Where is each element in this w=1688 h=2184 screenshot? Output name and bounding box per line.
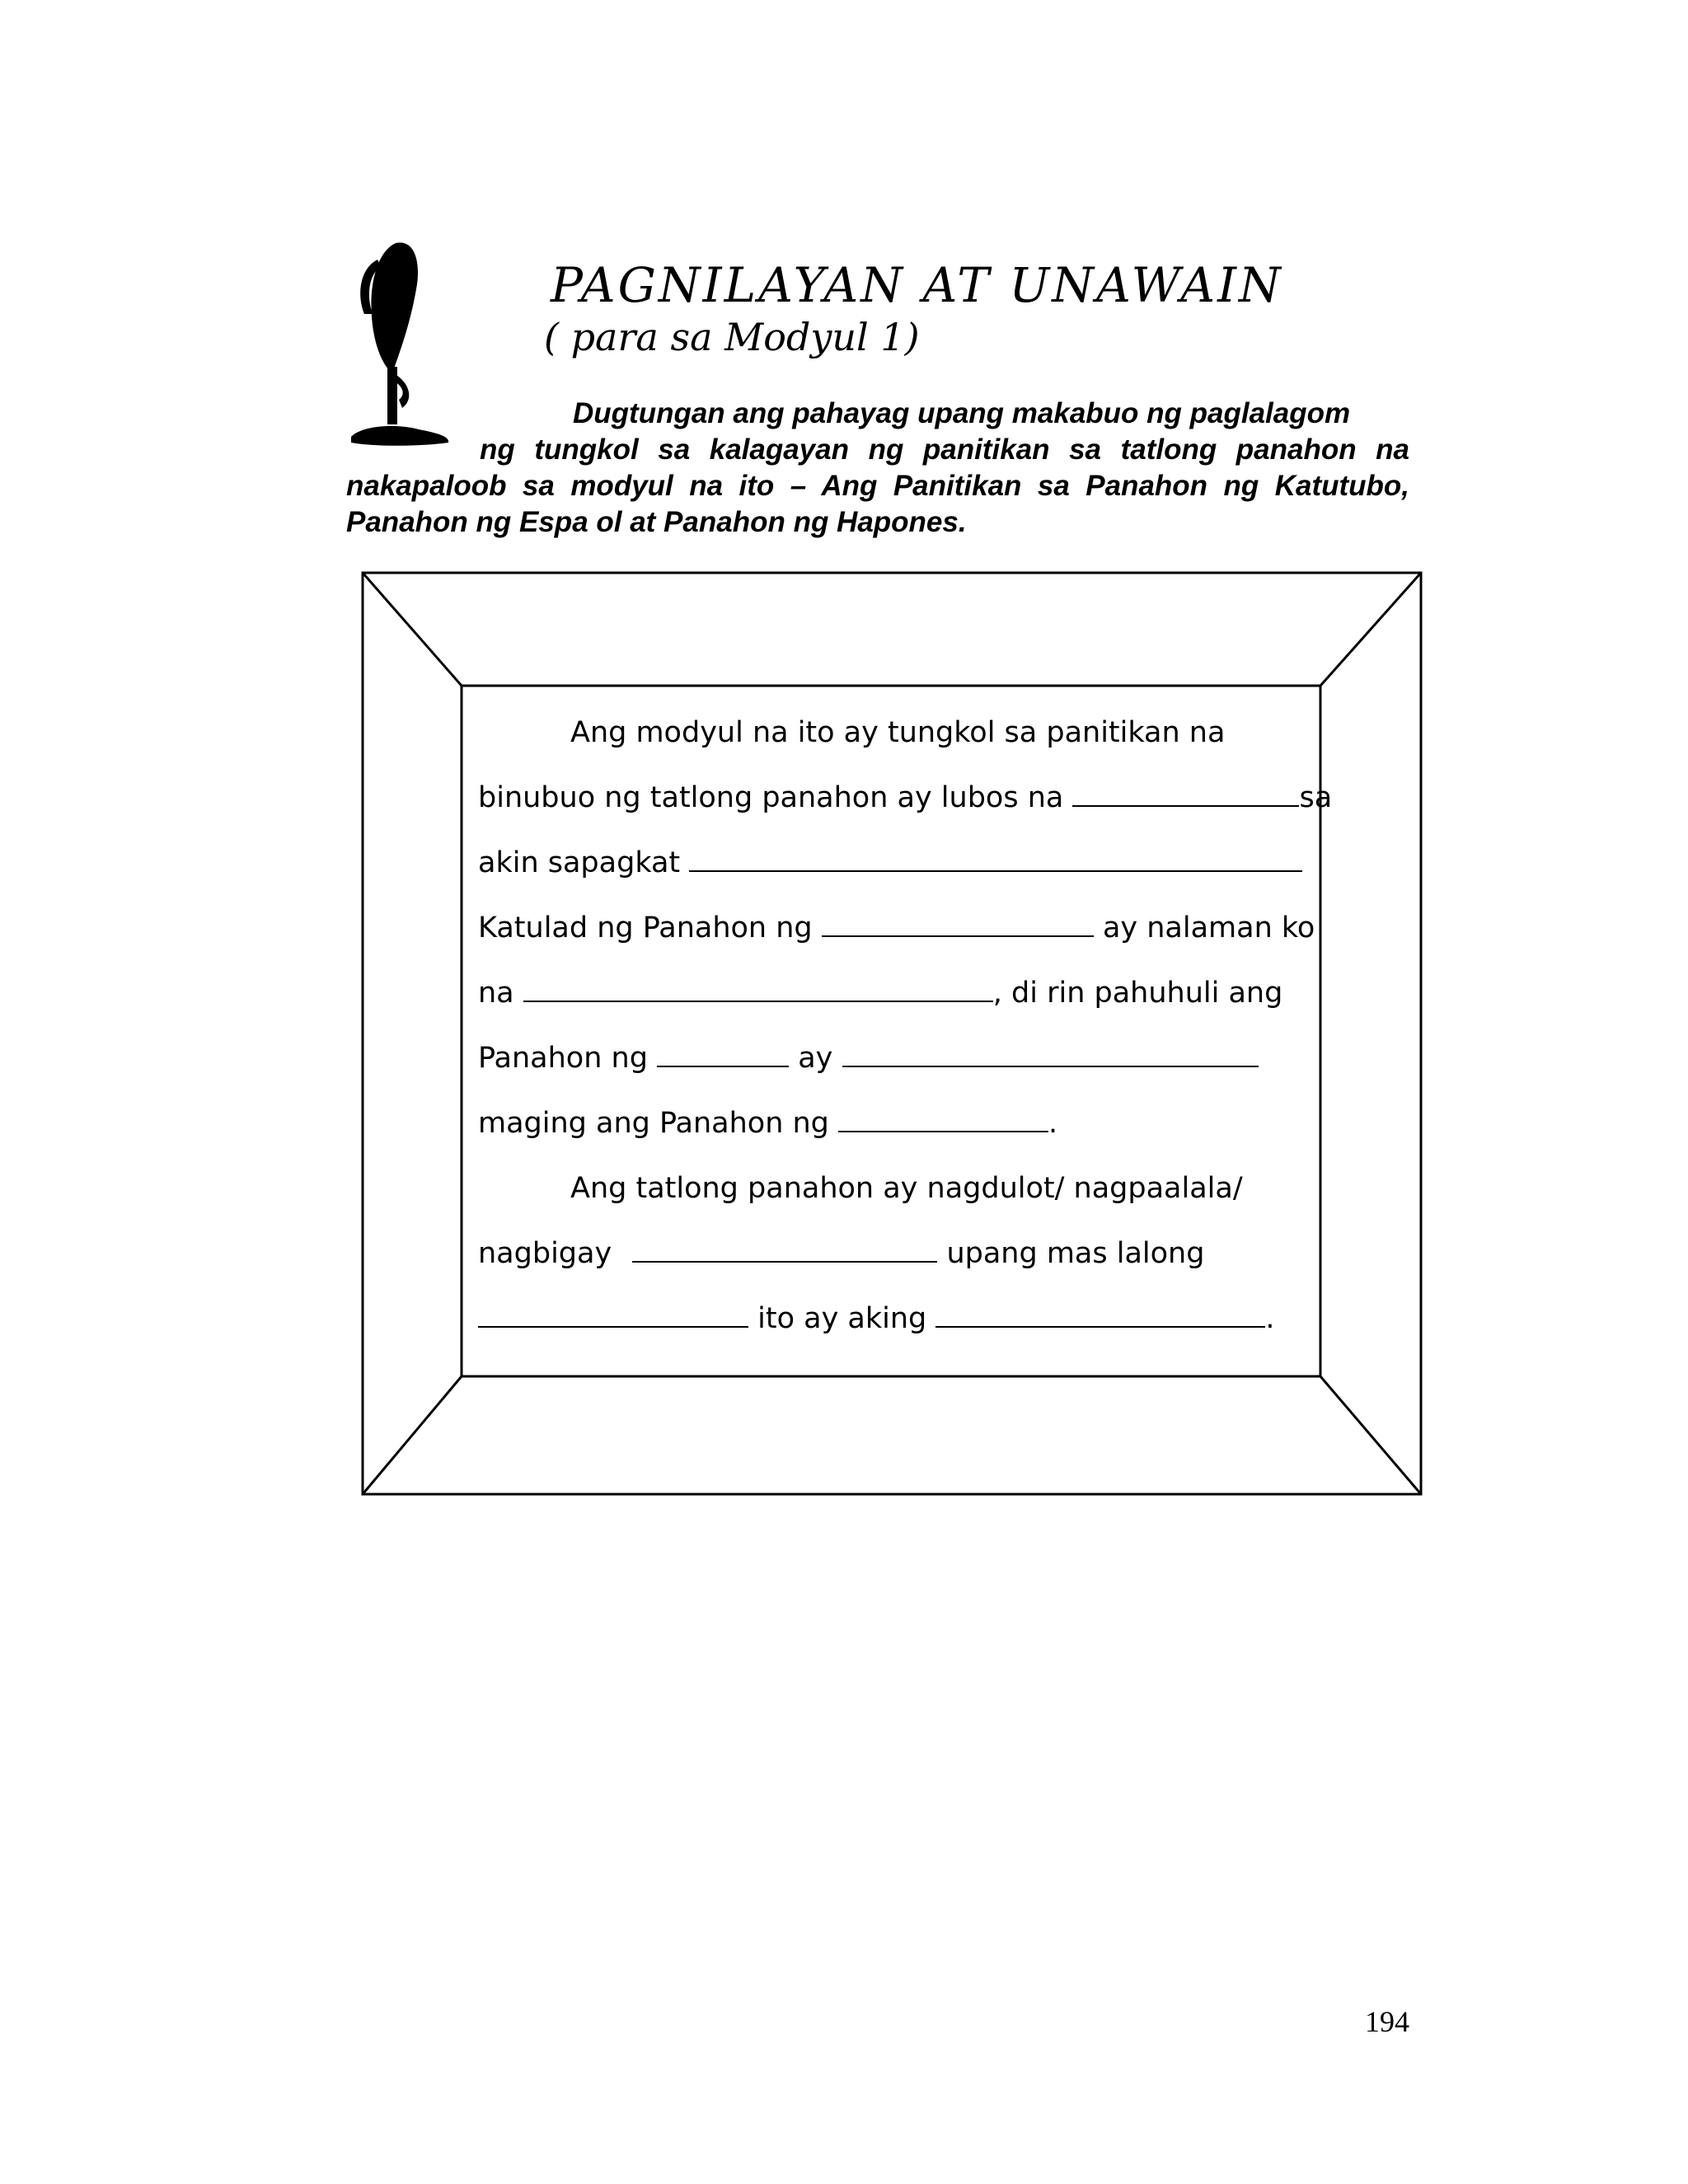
blank-field[interactable]	[842, 1043, 1259, 1067]
instructions-line-1: Dugtungan ang pahayag upang makabuo ng paglalagom	[573, 397, 1351, 429]
frame-line-7: maging ang Panahon ng .	[478, 1107, 1058, 1140]
page-number: 194	[1365, 2005, 1409, 2038]
blank-field[interactable]	[632, 1238, 937, 1263]
paragraph-1-intro: Ang modyul na ito ay tungkol sa panitikan na	[570, 716, 1226, 749]
page-subtitle: ( para sa Modyul 1)	[544, 315, 920, 359]
frame-line-9: nagbigay upang mas lalong	[478, 1237, 1205, 1270]
blank-field[interactable]	[1072, 782, 1299, 807]
page-title: PAGNILAYAN AT UNAWAIN	[551, 257, 1283, 313]
instructions-line-2: ng tungkol sa kalagayan ng panitikan sa tatlong panahon na	[480, 434, 1409, 466]
blank-field[interactable]	[478, 1303, 748, 1328]
blank-field[interactable]	[935, 1303, 1265, 1328]
frame-line-6: Panahon ng ay	[478, 1026, 1259, 1091]
instructions-line-3: nakapaloob sa modyul na ito – Ang Panitikan sa Panahon ng Katutubo,	[346, 470, 1409, 502]
blank-field[interactable]	[689, 847, 1302, 872]
paragraph-2-intro: Ang tatlong panahon ay nagdulot/ nagpaalala/	[570, 1172, 1243, 1205]
frame-line-3: akin sapagkat	[478, 831, 1302, 896]
frame-line-2: binubuo ng tatlong panahon ay lubos na sa	[478, 781, 1333, 814]
blank-field[interactable]	[657, 1043, 789, 1067]
instructions-line-4: Panahon ng Espa ol at Panahon ng Hapones.	[346, 506, 967, 538]
blank-field[interactable]	[838, 1108, 1048, 1132]
frame-line-4: Katulad ng Panahon ng ay nalaman ko	[478, 912, 1315, 944]
frame-line-10: ito ay aking .	[478, 1286, 1275, 1352]
frame-line-5: na , di rin pahuhuli ang	[478, 977, 1283, 1010]
blank-field[interactable]	[523, 977, 993, 1002]
blank-field[interactable]	[822, 912, 1094, 937]
